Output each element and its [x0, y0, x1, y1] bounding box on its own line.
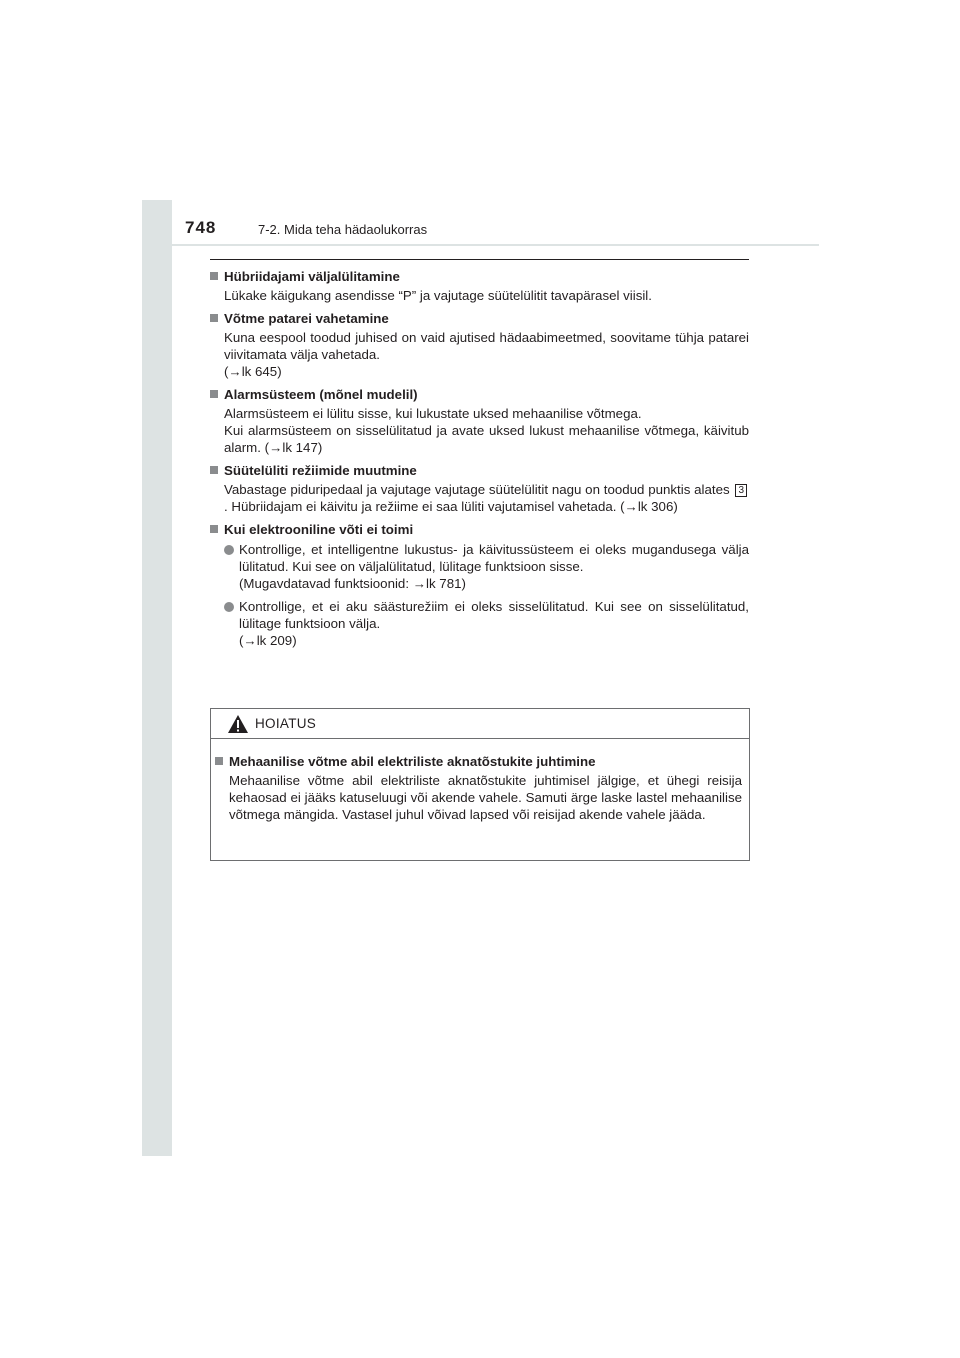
- section-title: Võtme patarei vahetamine: [224, 310, 389, 326]
- warning-header: [211, 709, 749, 739]
- circle-bullet-icon: [224, 602, 234, 612]
- section-title: Süütelüliti režiimide muutmine: [224, 462, 417, 478]
- warning-triangle-icon: [227, 714, 249, 734]
- section-hybrid-shutdown: [210, 266, 749, 304]
- paragraph: Lükake käigukang asendisse “P” ja vajutage süütelülitit tavapärasel viisil.: [224, 288, 652, 303]
- paragraph: Kuna eespool toodud juhised on vaid ajutised hädaabimeetmed, soovitame tühja patarei viivitamata välja vahetada.: [224, 330, 749, 362]
- circle-bullet-icon: [224, 545, 234, 555]
- step-number-badge: 3: [735, 484, 747, 497]
- warning-label: HOIATUS: [255, 716, 317, 731]
- paragraph-end: . Hübriidajam ei käivitu ja režiime ei saa lüliti vajutamisel vahetada. (→lk 306): [224, 499, 678, 514]
- paragraph: Alarmsüsteem ei lülitu sisse, kui lukustate uksed mehaanilise võtmega.: [224, 406, 642, 421]
- section-title: Alarmsüsteem (mõnel mudelil): [224, 386, 418, 402]
- content: [210, 266, 749, 653]
- warning-text: Mehaanilise võtme abil elektriliste aknatõstukite juhtimisel jälgige, et ühegi reisija kehaosad ei jääks katuseluugi või akende vahele. Samuti ärge laske lastel mehaanilise võtmega mängida. Vastasel juhul võivad lapsed või reisijad akende vahele jääda.: [229, 773, 742, 822]
- square-bullet-icon: [210, 390, 218, 398]
- section-title: Kui elektrooniline võti ei toimi: [224, 521, 414, 537]
- square-bullet-icon: [210, 272, 218, 280]
- list-item: [210, 598, 749, 649]
- warning-box: [210, 708, 750, 861]
- section-ignition-modes: [210, 460, 749, 515]
- chapter-title: 7-2. Mida teha hädaolukorras: [258, 222, 428, 237]
- square-bullet-icon: [215, 757, 223, 765]
- paragraph: Kui alarmsüsteem on sisselülitatud ja avate uksed lukust mehaanilise võtmega, käivitub alarm. (→lk 147): [224, 423, 749, 455]
- section-key-battery: [210, 308, 749, 380]
- paragraph-start: Vabastage piduripedaal ja vajutage vajutage süütelülitit nagu on toodud punktis alates: [224, 482, 730, 497]
- warning-section-title: Mehaanilise võtme abil elektriliste aknatõstukite juhtimine: [229, 753, 596, 769]
- page-reference: (Mugavdatavad funktsioonid: →lk 781): [239, 576, 466, 591]
- page-number: 748: [185, 218, 217, 237]
- section-title: Hübriidajami väljalülitamine: [224, 268, 400, 284]
- paragraph: Kontrollige, et ei aku säästurežiim ei oleks sisselülitatud. Kui see on sisselülitatud, lülitage funktsioon välja.: [239, 599, 749, 631]
- square-bullet-icon: [210, 466, 218, 474]
- top-rule: [210, 259, 749, 260]
- side-bar: [142, 200, 172, 1156]
- page-reference: (→lk 645): [224, 364, 282, 379]
- square-bullet-icon: [210, 314, 218, 322]
- section-alarm: [210, 384, 749, 456]
- square-bullet-icon: [210, 525, 218, 533]
- page-reference: (→lk 209): [239, 633, 297, 648]
- section-electronic-key: [210, 519, 749, 649]
- list-item: [210, 541, 749, 592]
- paragraph: Kontrollige, et intelligentne lukustus- ja käivitussüsteem ei oleks mugandusega välja lülitatud. Kui see on väljalülitatud, lülitage funktsioon sisse.: [239, 542, 749, 574]
